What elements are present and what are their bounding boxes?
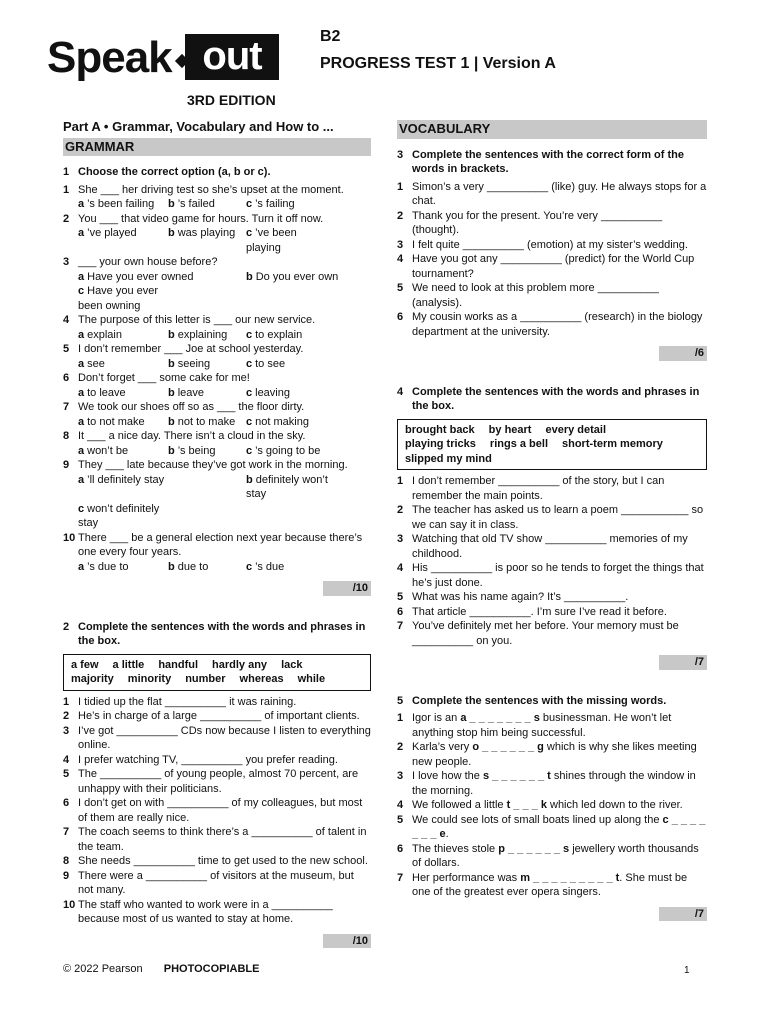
sentence-text: I felt quite __________ (emotion) at my sister’s wedding. — [412, 238, 688, 251]
question-item — [63, 183, 371, 198]
copyright: © 2022 Pearson — [63, 963, 143, 975]
sentence-item — [397, 798, 707, 813]
question-text: They ___ late because they’ve got work in the morning. — [78, 459, 348, 471]
option-letter: b — [168, 415, 175, 428]
sentence-text — [412, 711, 707, 740]
exercise-4-items — [397, 474, 707, 648]
box-word: short-term memory — [562, 438, 663, 450]
sentence-item — [397, 180, 707, 209]
option-text: Have you ever owned — [87, 270, 194, 283]
option-text: Do you ever own — [255, 270, 339, 283]
option-text: due to — [177, 560, 209, 573]
sentence-number: 2 — [397, 741, 404, 753]
answer-option — [168, 386, 246, 401]
option-text: ’s due — [255, 560, 285, 573]
question-item — [63, 313, 371, 328]
option-letter: b — [246, 473, 253, 486]
option-text: to leave — [87, 386, 126, 399]
sentence-number: 5 — [397, 591, 404, 603]
sentence-item — [63, 869, 371, 898]
answer-option — [78, 357, 168, 372]
sentence-pre: The thieves stole — [412, 842, 499, 855]
sentence-number: 1 — [63, 695, 70, 708]
sentence-item — [397, 871, 707, 900]
sentence-text — [412, 871, 707, 900]
sentence-pre: We followed a little — [412, 799, 507, 811]
sentence-item — [63, 709, 371, 724]
box-word: slipped my mind — [405, 452, 492, 465]
option-letter: a — [78, 357, 85, 370]
option-letter: b — [168, 227, 175, 239]
vocabulary-heading: VOCABULARY — [397, 120, 707, 139]
exercise-1-items — [63, 183, 371, 575]
sentence-text: Simon’s a very __________ (like) guy. He always stops for a chat. — [412, 180, 707, 207]
question-number: 10 — [63, 531, 76, 544]
sentence-number: 1 — [397, 475, 404, 487]
sentence-item — [397, 561, 707, 590]
box-word: playing tricks — [405, 438, 476, 450]
sentence-item — [63, 898, 371, 927]
sentence-post: businessman. He won’t let anything stop him being successful. — [412, 712, 672, 739]
sentence-number: 4 — [397, 253, 404, 265]
exercise-2-word-box — [63, 654, 371, 691]
answer-option — [78, 226, 168, 255]
option-text: leaving — [255, 386, 290, 399]
exercise-2-items — [63, 695, 371, 927]
sentence-text: The teacher has asked us to learn a poem ___________ so we can say it in class. — [412, 504, 704, 531]
sentence-number: 2 — [63, 710, 70, 722]
sentence-item — [63, 695, 371, 710]
option-letter: c — [78, 285, 85, 297]
right-column — [397, 120, 707, 921]
page-number: 1 — [684, 965, 690, 976]
answer-option — [246, 473, 346, 502]
sentence-number: 6 — [63, 797, 70, 809]
question-text: It ___ a nice day. There isn’t a cloud in the sky. — [78, 430, 306, 442]
answer-option — [246, 226, 326, 255]
sentence-item — [397, 532, 707, 561]
answer-option — [246, 560, 326, 575]
exercise-5-instruction: 5 Complete the sentences with the missing words. — [397, 694, 667, 707]
logo-speak-text: Speak — [47, 33, 172, 82]
sentence-item — [397, 590, 707, 605]
option-text: not to make — [177, 415, 236, 428]
answer-option — [246, 328, 326, 343]
sentence-post: which led down to the river. — [546, 799, 683, 811]
sentence-text: You’ve definitely met her before. Your memory must be __________ on you. — [412, 620, 679, 647]
option-text: was playing — [177, 227, 236, 239]
sentence-text: Thank you for the present. You’re very __________ (thought). — [412, 209, 663, 236]
question-text: ___ your own house before? — [78, 256, 218, 268]
sentence-number: 3 — [397, 770, 404, 782]
answer-options — [63, 415, 371, 430]
exercise-1-score: /10 — [63, 581, 371, 596]
box-word: every detail — [545, 423, 607, 436]
exercise-2-score: /10 — [63, 934, 371, 949]
question-text: Don’t forget ___ some cake for me! — [78, 372, 250, 384]
footer — [63, 962, 260, 977]
answer-options — [63, 284, 371, 313]
option-letter: b — [168, 357, 175, 370]
sentence-text: My cousin works as a __________ (research) in the biology department at the university. — [412, 311, 703, 338]
sentence-text: He’s in charge of a large __________ of important clients. — [78, 710, 360, 722]
option-letter: c — [246, 227, 253, 239]
sentence-text — [412, 769, 707, 798]
sentence-number: 6 — [397, 311, 404, 323]
box-word: handful — [158, 658, 199, 671]
sentence-text — [412, 842, 707, 871]
sentence-item — [63, 724, 371, 753]
sentence-item — [63, 767, 371, 796]
missing-word-clue: m _ _ _ _ _ _ _ _ _ t — [520, 871, 620, 884]
answer-option — [168, 560, 246, 575]
sentence-post: which is why she likes meeting new people. — [412, 741, 697, 768]
sentence-item — [397, 813, 707, 842]
logo-out-text: out — [185, 34, 279, 80]
option-letter: b — [168, 328, 175, 341]
answer-options — [63, 197, 371, 212]
exercise-3-score: /6 — [397, 346, 707, 361]
question-item — [63, 429, 371, 444]
answer-option — [78, 328, 168, 343]
sentence-item — [397, 503, 707, 532]
option-letter: a — [78, 227, 85, 239]
sentence-item — [63, 854, 371, 869]
question-number: 3 — [63, 256, 70, 268]
answer-option — [168, 357, 246, 372]
sentence-number: 4 — [397, 799, 404, 811]
exercise-5-score: /7 — [397, 907, 707, 922]
question-number: 6 — [63, 372, 70, 384]
option-text: ’s been failing — [87, 198, 155, 210]
missing-word-clue: c _ _ _ _ _ _ _ e — [412, 813, 706, 840]
edition-label: 3RD EDITION — [187, 92, 276, 108]
answer-option — [246, 357, 326, 372]
option-text: to see — [255, 357, 286, 370]
option-text: ’ll definitely stay — [87, 473, 165, 486]
answer-option — [246, 197, 326, 212]
answer-option — [168, 197, 246, 212]
answer-option — [78, 284, 168, 313]
option-text: ’s failed — [177, 198, 215, 210]
option-letter: c — [246, 198, 253, 210]
option-letter: b — [168, 198, 175, 210]
sentence-number: 3 — [397, 238, 404, 251]
question-item — [63, 458, 371, 473]
option-text: see — [87, 357, 105, 370]
sentence-number: 5 — [63, 768, 70, 780]
sentence-number: 5 — [397, 282, 404, 294]
missing-word-clue: t _ _ _ k — [506, 799, 547, 811]
sentence-text: Have you got any __________ (predict) for the World Cup tournament? — [412, 253, 695, 280]
answer-options — [63, 560, 371, 575]
option-text: ’s due to — [87, 560, 129, 573]
answer-option — [78, 270, 246, 285]
question-number: 7 — [63, 401, 70, 413]
question-number: 1 — [63, 183, 70, 196]
sentence-item — [397, 238, 707, 253]
left-column — [63, 120, 371, 948]
answer-option — [78, 415, 168, 430]
option-text: ’ve been playing — [246, 227, 297, 254]
sentence-number: 1 — [397, 180, 404, 193]
box-word: while — [297, 673, 326, 685]
option-letter: b — [168, 386, 175, 399]
option-letter: c — [246, 386, 253, 399]
sentence-post: jewellery worth thousands of dollars. — [412, 842, 699, 869]
question-number: 4 — [63, 314, 70, 326]
sentence-number: 7 — [63, 826, 70, 838]
test-title: PROGRESS TEST 1 | Version A — [320, 55, 556, 72]
answer-options — [63, 473, 371, 502]
sentence-text: I don’t get on with __________ of my colleagues, but most of them are really nice. — [78, 797, 363, 824]
sentence-item — [397, 281, 707, 310]
sentence-post: shines through the window in the morning. — [412, 770, 696, 797]
answer-options — [63, 444, 371, 459]
exercise-3-instruction: 3 Complete the sentences with the correct form of the words in brackets. — [397, 148, 684, 175]
answer-option — [168, 328, 246, 343]
box-word: hardly any — [212, 658, 268, 671]
answer-options — [63, 226, 371, 255]
answer-option — [168, 226, 246, 255]
sentence-text — [412, 740, 707, 769]
sentence-number: 5 — [397, 813, 404, 826]
option-text: to explain — [255, 328, 303, 341]
option-text: to not make — [87, 415, 145, 428]
sentence-post: . She must be one of the greatest ever opera singers. — [412, 871, 688, 898]
sentence-item — [397, 740, 707, 769]
missing-word-clue: s _ _ _ _ _ _ t — [482, 770, 551, 782]
sentence-pre: Her performance was — [412, 871, 521, 884]
sentence-text: The __________ of young people, almost 70 percent, are unhappy with their politicians. — [78, 768, 359, 795]
exercise-4-word-box — [397, 419, 707, 471]
option-letter: a — [78, 560, 85, 573]
box-word: whereas — [239, 673, 284, 685]
exercise-4-score: /7 — [397, 655, 707, 670]
sentence-number: 2 — [397, 209, 404, 222]
option-text: seeing — [177, 357, 211, 370]
exercise-3-items — [397, 180, 707, 340]
option-text: explain — [87, 328, 122, 341]
sentence-text: I’ve got __________ CDs now because I listen to everything online. — [78, 724, 371, 751]
sentence-text: I don’t remember __________ of the story, but I can remember the main points. — [412, 475, 665, 502]
sentence-text: I prefer watching TV, __________ you prefer reading. — [78, 753, 338, 766]
sentence-text: I tidied up the flat __________ it was raining. — [78, 695, 297, 708]
question-text: You ___ that video game for hours. Turn it off now. — [78, 212, 324, 225]
option-text: Have you ever been owning — [78, 285, 159, 312]
photocopiable-label: PHOTOCOPIABLE — [163, 963, 260, 975]
answer-options — [63, 328, 371, 343]
option-text: not making — [255, 415, 309, 428]
sentence-text: She needs __________ time to get used to the new school. — [78, 855, 368, 867]
sentence-number: 1 — [397, 712, 404, 724]
sentence-item — [397, 209, 707, 238]
question-number: 2 — [63, 212, 70, 225]
question-item — [63, 531, 371, 560]
option-letter: c — [246, 415, 253, 428]
option-letter: c — [246, 357, 253, 370]
answer-options — [63, 357, 371, 372]
answer-options — [63, 386, 371, 401]
sentence-number: 7 — [397, 620, 404, 632]
question-item — [63, 212, 371, 227]
sentence-number: 4 — [63, 753, 70, 766]
option-text: leave — [177, 386, 205, 399]
option-letter: a — [78, 386, 85, 399]
sentence-item — [397, 619, 707, 648]
option-text: ’s going to be — [255, 444, 321, 457]
answer-option — [246, 415, 326, 430]
question-item — [63, 371, 371, 386]
answer-option — [168, 444, 246, 459]
option-letter: a — [78, 198, 85, 210]
box-word: a few — [71, 658, 99, 671]
question-number: 9 — [63, 459, 70, 471]
sentence-pre: We could see lots of small boats lined up along the — [412, 813, 663, 826]
sentence-text: What was his name again? It’s __________. — [412, 591, 629, 603]
question-text: We took our shoes off so as ___ the floor dirty. — [78, 401, 305, 413]
sentence-number: 9 — [63, 869, 70, 882]
exercise-2-instruction: 2 Complete the sentences with the words and phrases in the box. — [63, 620, 366, 647]
option-letter: a — [78, 415, 85, 428]
sentence-post: . — [445, 828, 449, 840]
sentence-pre: Igor is an — [412, 712, 461, 724]
sentence-number: 4 — [397, 562, 404, 574]
sentence-item — [63, 825, 371, 854]
box-word: minority — [127, 673, 172, 685]
option-letter: b — [246, 270, 253, 283]
question-item — [63, 342, 371, 357]
option-letter: a — [78, 444, 85, 457]
sentence-item — [397, 769, 707, 798]
option-text: won’t definitely stay — [78, 502, 160, 529]
sentence-item — [63, 796, 371, 825]
sentence-number: 6 — [397, 605, 404, 618]
sentence-pre: I love how the — [412, 770, 483, 782]
answer-option — [78, 444, 168, 459]
sentence-item — [63, 753, 371, 768]
box-word: majority — [71, 673, 114, 685]
sentence-text: Watching that old TV show __________ memories of my childhood. — [412, 533, 688, 560]
box-word: brought back — [405, 423, 475, 436]
question-number: 8 — [63, 430, 70, 442]
option-text: won’t be — [87, 444, 129, 457]
sentence-number: 3 — [397, 533, 404, 545]
exercise-5-items — [397, 711, 707, 900]
part-a-heading: Part A • Grammar, Vocabulary and How to ... — [63, 119, 334, 134]
question-item — [63, 400, 371, 415]
grammar-heading: GRAMMAR — [63, 138, 371, 157]
sentence-number: 10 — [63, 898, 76, 911]
answer-option — [78, 560, 168, 575]
sentence-text: The coach seems to think there’s a __________ of talent in the team. — [78, 826, 367, 853]
missing-word-clue: a _ _ _ _ _ _ _ s — [460, 712, 540, 724]
level-label: B2 — [320, 28, 341, 45]
exercise-1-instruction: 1 Choose the correct option (a, b or c). — [63, 166, 271, 178]
answer-option — [168, 415, 246, 430]
sentence-text: We need to look at this problem more __________ (analysis). — [412, 282, 659, 309]
answer-option — [78, 197, 168, 212]
sentence-number: 2 — [397, 504, 404, 516]
sentence-item — [397, 310, 707, 339]
sentence-item — [397, 474, 707, 503]
sentence-text: His __________ is poor so he tends to forget the things that he’s just done. — [412, 562, 704, 589]
question-text: The purpose of this letter is ___ our new service. — [78, 314, 316, 326]
question-item — [63, 255, 371, 270]
option-letter: a — [78, 270, 85, 283]
question-number: 5 — [63, 343, 70, 355]
question-text: I don’t remember ___ Joe at school yesterday. — [78, 343, 304, 355]
box-word: number — [185, 673, 226, 685]
answer-option — [246, 444, 326, 459]
missing-word-clue: o _ _ _ _ _ _ g — [472, 741, 544, 753]
option-letter: c — [246, 328, 253, 341]
option-text: definitely won’t stay — [246, 473, 328, 500]
option-letter: c — [246, 444, 253, 457]
sentence-text — [412, 813, 707, 842]
answer-options — [63, 270, 371, 285]
sentence-pre: Karla’s very — [412, 741, 473, 753]
exercise-4-instruction: 4 Complete the sentences with the words and phrases in the box. — [397, 385, 700, 412]
sentence-item — [397, 842, 707, 871]
option-letter: b — [168, 560, 175, 573]
box-word: a little — [112, 658, 145, 671]
answer-options — [63, 502, 371, 531]
option-text: ’s failing — [255, 198, 295, 210]
missing-word-clue: p _ _ _ _ _ _ s — [498, 842, 570, 855]
answer-option — [78, 386, 168, 401]
box-word: rings a bell — [489, 438, 548, 450]
box-word: by heart — [488, 423, 532, 436]
option-text: explaining — [177, 328, 228, 341]
option-text: ’s being — [177, 444, 216, 457]
sentence-number: 8 — [63, 855, 70, 867]
option-letter: a — [78, 473, 85, 486]
option-text: ’ve played — [87, 227, 137, 239]
question-text: There ___ be a general election next year because there’s one every four years. — [78, 531, 363, 558]
sentence-text: The staff who wanted to work were in a __________ because most of us wanted to stay at home. — [78, 898, 333, 925]
answer-option — [78, 502, 168, 531]
answer-option — [78, 473, 246, 502]
sentence-text — [412, 798, 707, 813]
option-letter: b — [168, 444, 175, 457]
sentence-item — [397, 252, 707, 281]
sentence-number: 3 — [63, 724, 70, 737]
sentence-text: That article __________. I’m sure I’ve read it before. — [412, 605, 667, 618]
sentence-item — [397, 711, 707, 740]
sentence-item — [397, 605, 707, 620]
answer-option — [246, 386, 326, 401]
question-text: She ___ her driving test so she’s upset at the moment. — [78, 183, 344, 196]
answer-option — [246, 270, 346, 285]
sentence-number: 6 — [397, 842, 404, 855]
option-letter: a — [78, 328, 85, 341]
box-word: lack — [281, 658, 303, 671]
option-letter: c — [246, 560, 253, 573]
sentence-number: 7 — [397, 871, 404, 884]
sentence-text: There were a __________ of visitors at the museum, but not many. — [78, 869, 354, 896]
option-letter: c — [78, 502, 85, 515]
